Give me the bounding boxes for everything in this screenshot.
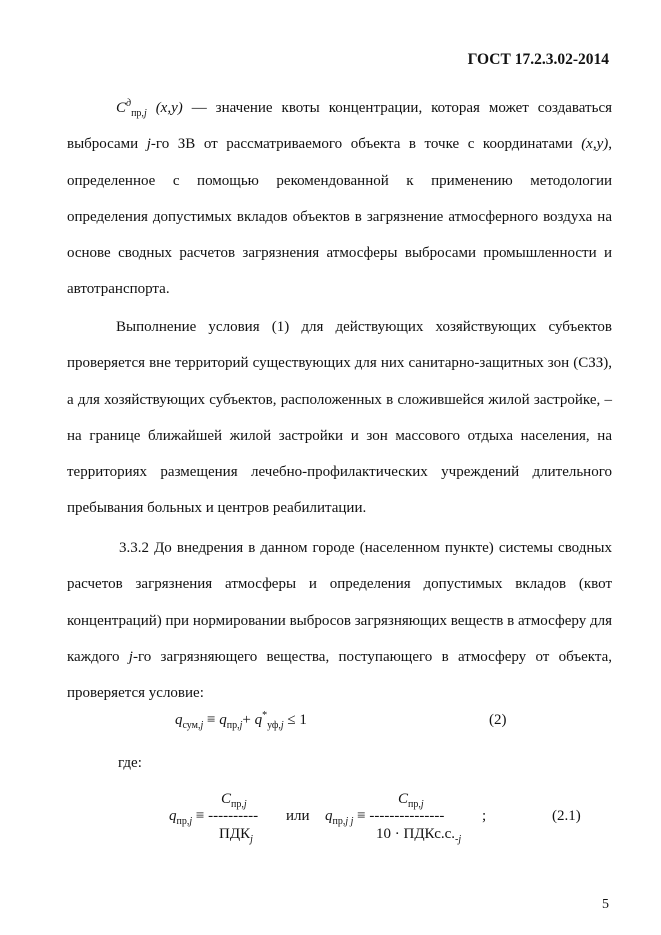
numerator-2: $C_{пр,j}$ (398, 791, 424, 810)
denominator-2: $10 \cdot ПДКс.с._{-j}$ (376, 826, 462, 845)
c-args: (x,y) (155, 100, 183, 116)
paragraph-3-3-2: 3.3.2 До внедрения в данном городе (населенном пункте) системы сводных расчетов загрязнения атмосферы и определения допустимых вкладов (квот концентраций) при нормировании выбросов загрязняющих веществ в атмосферу для каждого j-го загрязняющего вещества, поступающего в атмосферу от объекта, проверяется условие: (67, 540, 612, 702)
numerator-1: $C_{пр,j}$ (221, 791, 247, 810)
c-symbol: C (116, 100, 127, 116)
where-label: где: (118, 755, 142, 771)
c-subscript: пр,j (131, 108, 147, 119)
denominator-1: $ПДК_j$ (219, 826, 253, 845)
formula-2: $q_{сум,j} \equiv q_{пр,j}+ q^*_{уф,j} \le 1$ (175, 710, 307, 731)
paragraph-condition-check: Выполнение условия (1) для действующих хозяйствующих субъектов проверяется вне территорий существующих для них санитарно-защитных зон (СЗЗ), а для хозяйствующих субъектов, расположенных в сложившейся жилой застройке, – на границе ближайшей жилой застройки и зон массового отдыха населения, на территориях размещения лечебно-профилактических учреждений длительного пребывания больных и центров реабилитации. (67, 319, 612, 517)
document-header: ГОСТ 17.2.3.02-2014 (467, 51, 609, 68)
or-word: или (286, 808, 310, 824)
formula-2-1-rhs: $q_{пр,j j}$ ≡ --------------- (325, 808, 445, 827)
formula-2-1-number: (2.1) (552, 808, 581, 824)
semicolon: ; (482, 808, 487, 824)
formula-2-1-lhs: $q_{пр,j}$ ≡ ---------- (169, 808, 259, 827)
c-superscript: д (126, 98, 132, 109)
page-number: 5 (602, 897, 609, 912)
paragraph-quota-definition: $C^д_{пр,j}$ (x,y) — значение квоты концентрации, которая может создаваться выбросами j-го ЗВ от рассматриваемого объекта в точке с координатами (x,y), определенное с помощью рекомендованной к применению методологии определения допустимых вкладов объектов в загрязнение атмосферного воздуха на основе сводных расчетов загрязнения атмосферы выбросами промышленности и автотранспорта. (67, 98, 613, 298)
formula-2-number: (2) (489, 712, 507, 728)
